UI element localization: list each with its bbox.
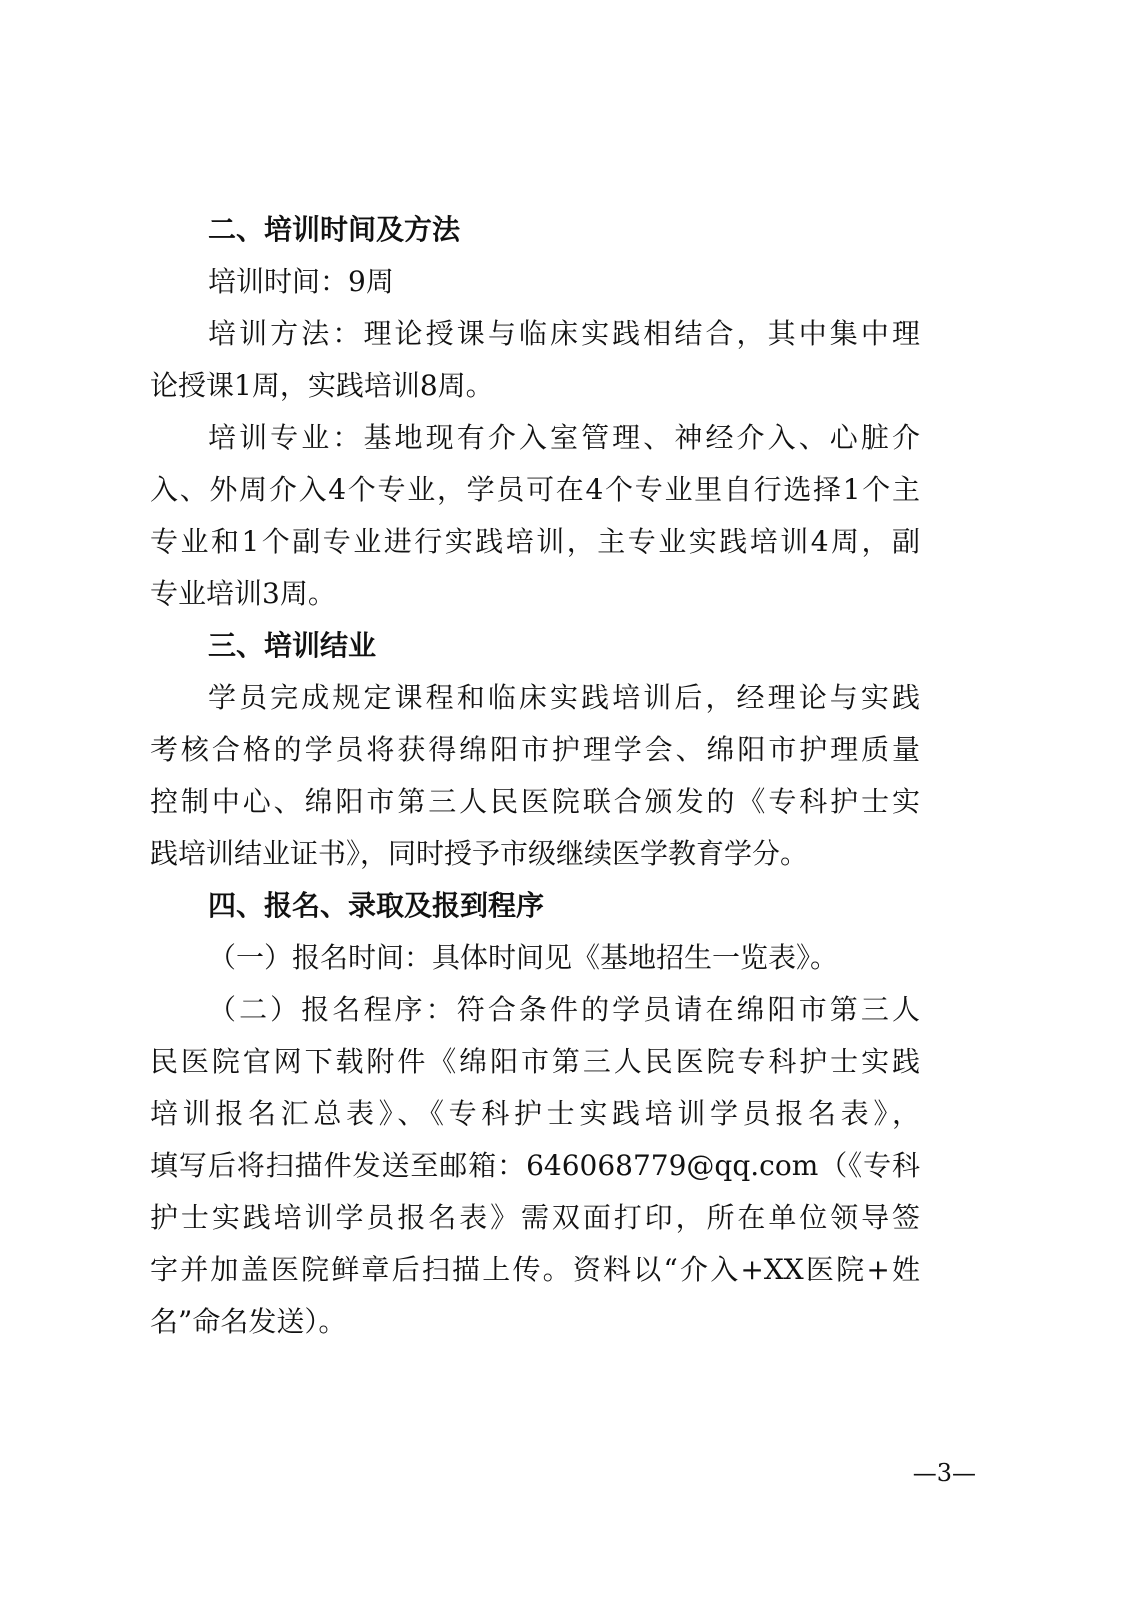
- section-heading-completion: 三、培训结业: [208, 629, 377, 662]
- training-specialty-line-1: 培训专业：基地现有介入室管理、神经介入、心脏介: [208, 421, 920, 454]
- completion-line-2: 考核合格的学员将获得绵阳市护理学会、绵阳市护理质量: [150, 733, 920, 766]
- registration-process-line-4: 填写后将扫描件发送至邮箱：646068779@qq.com（《专科: [150, 1149, 920, 1182]
- registration-process-line-5: 护士实践培训学员报名表》需双面打印，所在单位领导签: [150, 1201, 920, 1234]
- section-heading-registration: 四、报名、录取及报到程序: [208, 889, 545, 922]
- completion-line-3: 控制中心、绵阳市第三人民医院联合颁发的《专科护士实: [150, 785, 920, 818]
- registration-process-line-3: 培训报名汇总表》、《专科护士实践培训学员报名表》，: [150, 1097, 920, 1130]
- training-time: 培训时间：9周: [208, 265, 394, 298]
- training-specialty-line-2: 入、外周介入4个专业，学员可在4个专业里自行选择1个主: [150, 473, 920, 506]
- completion-line-4: 践培训结业证书》，同时授予市级继续医学教育学分。: [150, 837, 809, 870]
- registration-process-line-1: （二）报名程序：符合条件的学员请在绵阳市第三人: [208, 993, 920, 1026]
- registration-process-line-7: 名”命名发送）。: [150, 1305, 347, 1338]
- training-specialty-line-3: 专业和1个副专业进行实践培训，主专业实践培训4周，副: [150, 525, 920, 558]
- training-specialty-line-4: 专业培训3周。: [150, 577, 336, 610]
- registration-time: （一）报名时间：具体时间见《基地招生一览表》。: [208, 941, 839, 974]
- page-number: —3—: [912, 1459, 976, 1487]
- document-page: [150, 204, 920, 1348]
- training-method-line-1: 培训方法：理论授课与临床实践相结合，其中集中理: [208, 317, 920, 350]
- registration-process-line-6: 字并加盖医院鲜章后扫描上传。资料以“介入+XX医院+姓: [150, 1253, 920, 1286]
- section-heading-training-time-method: 二、培训时间及方法: [208, 213, 461, 246]
- training-method-line-2: 论授课1周，实践培训8周。: [150, 369, 494, 402]
- completion-line-1: 学员完成规定课程和临床实践培训后，经理论与实践: [208, 681, 920, 714]
- registration-process-line-2: 民医院官网下载附件《绵阳市第三人民医院专科护士实践: [150, 1045, 920, 1078]
